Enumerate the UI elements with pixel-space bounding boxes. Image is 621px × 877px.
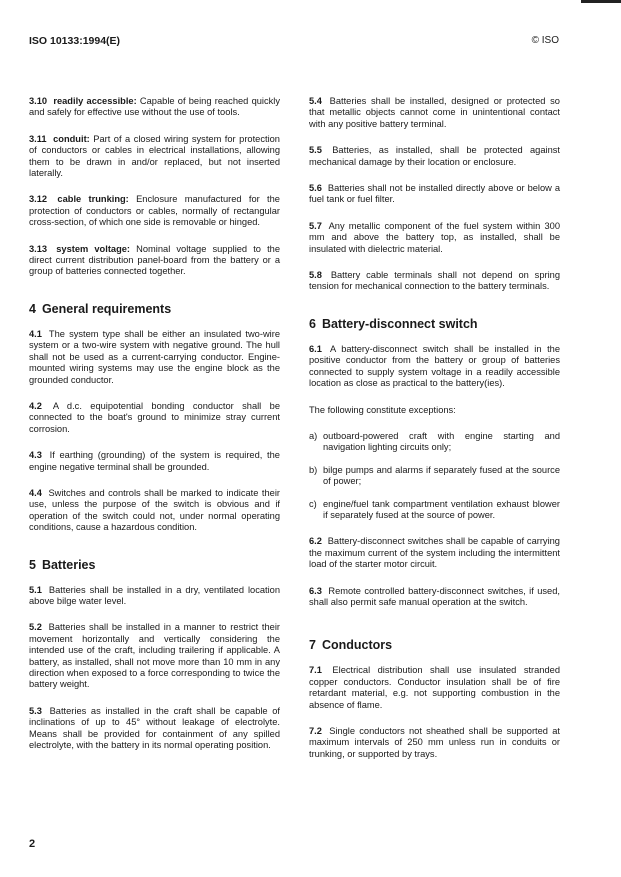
clause-5-3: [29, 706, 280, 752]
clause-5-7: [309, 221, 560, 255]
clause-4-2: [29, 401, 280, 435]
definition-3-12: [29, 194, 280, 228]
definition-text: Capable of being reached quickly and safely for effective use without the use of tools.: [29, 96, 280, 118]
list-item: [309, 499, 560, 522]
definition-3-11: [29, 134, 280, 180]
clause-4-1: [29, 329, 280, 386]
definition-text: Part of a closed wiring system for protection of conductors or cables in electrical installations, allowing them to be drawn in and/or replaced, but not inserted laterally.: [29, 133, 280, 179]
clause-6-1: [309, 344, 560, 390]
clause-5-1: [29, 585, 280, 608]
clause-number: 4.3: [29, 450, 42, 461]
clause-number: 7.2: [309, 726, 322, 736]
section-number: 5: [29, 557, 36, 572]
definition-text: Nominal voltage supplied to the direct current distribution panel-board from the battery or a group of batteries connected together.: [29, 243, 280, 277]
list-marker: a): [309, 430, 318, 441]
clause-text: If earthing (grounding) of the system is required, the engine negative terminal shall be grounded.: [29, 450, 280, 472]
clause-number: 6.1: [309, 343, 322, 354]
page-number: 2: [29, 838, 36, 850]
clause-number: 4.2: [29, 400, 42, 411]
section-7-heading: [309, 638, 560, 652]
section-6-heading: [309, 317, 560, 331]
clause-number: 7.1: [309, 665, 322, 676]
clause-number: 5.2: [29, 622, 42, 633]
right-column: [309, 96, 560, 775]
clause-5-2: [29, 622, 280, 690]
clause-number: 6.2: [309, 536, 322, 547]
clause-text: Electrical distribution shall use insulated stranded copper conductors. Conductor insulation shall be of fire retardant material, e.g. not supporting combustion in the absence of flame.: [309, 665, 560, 710]
clause-text: Batteries shall be installed in a dry, ventilated location above bilge water level.: [29, 584, 280, 606]
clause-5-5: [309, 145, 560, 168]
clause-number: 3.11: [29, 133, 47, 144]
clause-number: 3.10: [29, 96, 48, 106]
definition-text: Enclosure manufactured for the protection of conductors or cables, normally of rectangular cross-section, of which one side is removable or hinged.: [29, 194, 280, 228]
clause-4-4: [29, 488, 280, 534]
clause-number: 5.7: [309, 220, 322, 231]
corner-rule: [581, 0, 621, 3]
section-number: 7: [309, 638, 316, 653]
clause-number: 3.13: [29, 243, 48, 254]
clause-5-8: [309, 270, 560, 293]
clause-6-3: [309, 586, 560, 609]
clause-text: Battery-disconnect switches shall be capable of carrying the maximum current of the system including the intermittent load of the starter motor circuit.: [309, 536, 560, 570]
clause-text: Any metallic component of the fuel system within 300 mm and above the battery top, as installed, shall be insulated with dielectric material.: [309, 220, 560, 254]
clause-number: 3.12: [29, 194, 48, 205]
clause-text: Batteries shall not be installed directly above or below a fuel tank or fuel filter.: [309, 183, 560, 205]
section-4-heading: [29, 302, 280, 316]
clause-7-2: [309, 726, 560, 760]
clause-text: Batteries shall be installed, designed or protected so that metallic objects cannot come in unintentional contact with any positive battery terminal.: [309, 96, 560, 129]
clause-number: 5.6: [309, 183, 322, 194]
left-column: [29, 96, 280, 766]
section-title: General requirements: [41, 301, 172, 316]
clause-5-6: [309, 183, 560, 206]
clause-text: Remote controlled battery-disconnect switches, if used, shall also permit safe manual operation at the switch.: [309, 585, 560, 607]
clause-number: 5.5: [309, 145, 322, 156]
list-text: bilge pumps and alarms if separately fused at the source of power;: [323, 464, 560, 487]
section-5-heading: [29, 558, 280, 572]
clause-text: Batteries, as installed, shall be protected against mechanical damage by their location or enclosure.: [309, 145, 560, 167]
standard-id: ISO 10133:1994(E): [29, 35, 121, 47]
clause-number: 5.8: [309, 270, 322, 281]
clause-text: A d.c. equipotential bonding conductor shall be connected to the boat's ground to minimize stray current corrosion.: [29, 400, 280, 434]
section-title: Batteries: [41, 557, 96, 572]
clause-text: Switches and controls shall be marked to indicate their use, unless the purpose of the switch is obvious and if operation of the switch could not, under normal operating conditions, cause a hazardous condition.: [29, 487, 280, 533]
section-number: 4: [29, 301, 36, 316]
clause-text: Batteries shall be installed in a manner to restrict their movement horizontally and vertically considering the intended use of the craft, including trailering if applicable. A battery, as installed, shall not move more than 10 mm in any direction when exposed to a force corresponding to twice the battery weight.: [29, 622, 280, 690]
list-marker: b): [309, 464, 318, 475]
definition-3-13: [29, 244, 280, 278]
clause-text: Batteries as installed in the craft shall be capable of inclinations of up to 45° without leakage of electrolyte. Means shall be provided for containment of any spilled electrolyte, with the battery in its normal operating position.: [29, 705, 280, 751]
term: system voltage:: [56, 243, 131, 254]
section-title: Conductors: [321, 638, 393, 653]
clause-number: 6.3: [309, 585, 322, 596]
section-number: 6: [309, 316, 316, 331]
clause-number: 5.3: [29, 705, 42, 716]
clause-number: 4.1: [29, 328, 42, 339]
section-title: Battery-disconnect switch: [321, 316, 478, 331]
clause-number: 4.4: [29, 487, 42, 498]
clause-4-3: [29, 450, 280, 473]
list-text: engine/fuel tank compartment ventilation exhaust blower if separately fused at the source of power.: [323, 498, 560, 520]
list-marker: c): [309, 498, 317, 509]
list-item: [309, 465, 560, 488]
term: conduit:: [53, 133, 90, 144]
clause-6-2: [309, 536, 560, 570]
definition-3-10: [29, 96, 280, 119]
clause-text: A battery-disconnect switch shall be installed in the positive conductor from the battery or group of batteries connected to supply system voltage in a readily accessible location as close as practical to the battery(ies).: [309, 343, 560, 389]
clause-5-4: [309, 96, 560, 130]
copyright-mark: © ISO: [531, 35, 559, 46]
exceptions-intro: The following constitute exceptions:: [309, 404, 456, 415]
term: readily accessible:: [53, 96, 137, 106]
clause-text: Battery cable terminals shall not depend on spring tension for mechanical connection to the battery terminals.: [309, 270, 560, 292]
term: cable trunking:: [57, 194, 129, 205]
list-item: [309, 431, 560, 454]
clause-text: Single conductors not sheathed shall be supported at maximum intervals of 250 mm unless run in conduits or trunking, or supported by trays.: [309, 726, 560, 759]
clause-7-1: [309, 665, 560, 711]
clause-number: 5.4: [309, 96, 322, 106]
list-text: outboard-powered craft with engine starting and navigation lighting circuits only;: [323, 430, 560, 453]
clause-number: 5.1: [29, 584, 42, 595]
clause-text: The system type shall be either an insulated two-wire system or a two-wire system with negative ground. The hull shall not be used as a current-carrying conductor. Engine-mounted wiring systems may use the engine block as the grounded conductor.: [29, 328, 280, 385]
exceptions-list: [309, 431, 560, 521]
